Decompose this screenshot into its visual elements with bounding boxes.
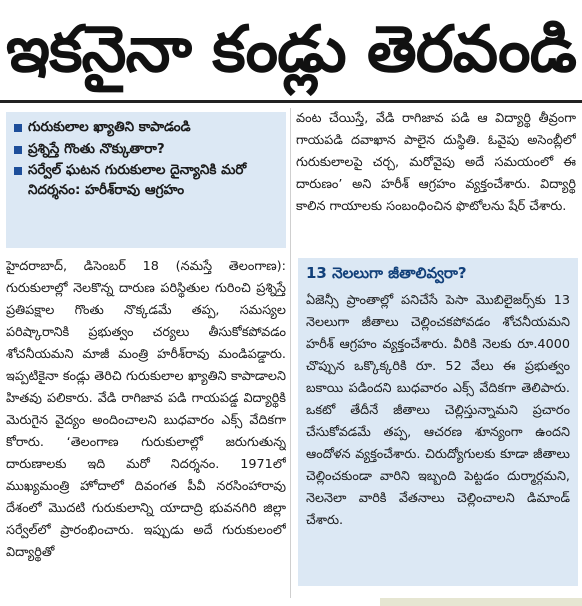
highlight-text: సర్వేల్‌ ఘటన గురుకులాల దైన్యానికి మరో నిదర్శనం: హరీశ్‌రావు ఆగ్రహం	[28, 162, 247, 198]
highlight-text: గురుకులాల ఖ్యాతిని కాపాడండి	[28, 119, 191, 135]
headline: ఇకనైనా కండ్లు తెరవండి	[6, 13, 576, 87]
highlights-box	[6, 112, 286, 248]
highlight-item	[14, 118, 278, 138]
next-article-edge	[380, 598, 582, 606]
column-divider	[290, 108, 291, 598]
article-left-column: హైదరాబాద్‌, డిసెంబర్‌ 18 (నమస్తే తెలంగాణ): గురుకులాల్లో నెలకొన్న దారుణ పరిస్థితుల గురించి ప్రశ్నిస్తే ప్రతిపక్షాల గొంతు నొక్కడమే తప్ప, సమస్యల పరిష్కారానికి ప్రభుత్వం చర్యలు తీసుకోకపోవడం శోచనీయమని మాజీ మంత్రి హరీశ్‌రావు మండిపడ్డారు. ఇప్పటికైనా కండ్లు తెరిచి గురుకులాల ఖ్యాతిని కాపాడాలని హితవు పలికారు. వేడి రాగిజావ పడి గాయపడ్డ విద్యార్థికి మెరుగైన వైద్యం అందించాలని బుధవారం ఎక్స్‌ వేదికగా కోరారు. ‘తెలంగాణ గురుకులాల్లో జరుగుతున్న దారుణాలకు ఇది మరో నిదర్శనం. 1971లో ముఖ్యమంత్రి హోదాలో దివంగత పీవీ నరసింహారావు దేశంలో మొదటి గురుకులాన్ని యాదాద్రి భువనగిరి జిల్లా సర్వేల్‌లో ప్రారంభించారు. ఇప్పుడు అదే గురుకులంలో విద్యార్థితో	[6, 259, 286, 560]
highlight-item	[14, 140, 278, 160]
square-bullet-icon	[14, 167, 22, 175]
sidebar-box	[298, 258, 578, 586]
highlight-text: ప్రశ్నిస్తే గొంతు నొక్కుతారా?	[28, 140, 165, 157]
article-right-column: వంట చేయిస్తే, వేడి రాగిజావ పడి ఆ విద్యార్థి తీవ్రంగా గాయపడి దవాఖాన పాలైన దుస్థితి. ఓవైపు అసెంబ్లీలో గురుకులాలపై చర్చ, మరోవైపు అదే సమయంలో ఈ దారుణం’ అని హరీశ్‌ ఆగ్రహం వ్యక్తంచేశారు. విద్యార్థి కాలిన గాయాలకు సంబంధించిన ఫొటోలను షేర్‌ చేశారు.	[296, 111, 576, 214]
square-bullet-icon	[14, 146, 22, 154]
square-bullet-icon	[14, 124, 22, 132]
sidebar-title: 13 నెలలుగా జీతాలివ్వరా?	[306, 264, 467, 282]
highlight-item	[14, 161, 278, 200]
sidebar-body: ఏజెన్సీ ప్రాంతాల్లో పనిచేసే పెసా మొబిలైజర్స్‌కు 13 నెలలుగా జీతాలు చెల్లించకపోవడం శోచనీయమని హరీశ్‌ ఆగ్రహం వ్యక్తంచేశారు. వీరికి నెలకు రూ.4000 చొప్పున ఒక్కొక్కరికి రూ. 52 వేలు ఈ ప్రభుత్వం బకాయి పడిందని బుధవారం ఎక్స్‌ వేదికగా తెలిపారు. ఒకటో తేదీనే జీతాలు చెల్లిస్తున్నామని ప్రచారం చేసుకోవడమే తప్ప, ఆచరణ శూన్యంగా ఉందని ఆందోళన వ్యక్తంచేశారు. చిరుద్యోగులకు కూడా జీతాలు చెల్లించకుండా వారిని ఇబ్బంది పెట్టడం దుర్మార్గమని, నెలనెలా వారికి వేతనాలు చెల్లించాలని డిమాండ్‌ చేశారు.	[306, 293, 570, 528]
headline-rule	[0, 100, 582, 103]
